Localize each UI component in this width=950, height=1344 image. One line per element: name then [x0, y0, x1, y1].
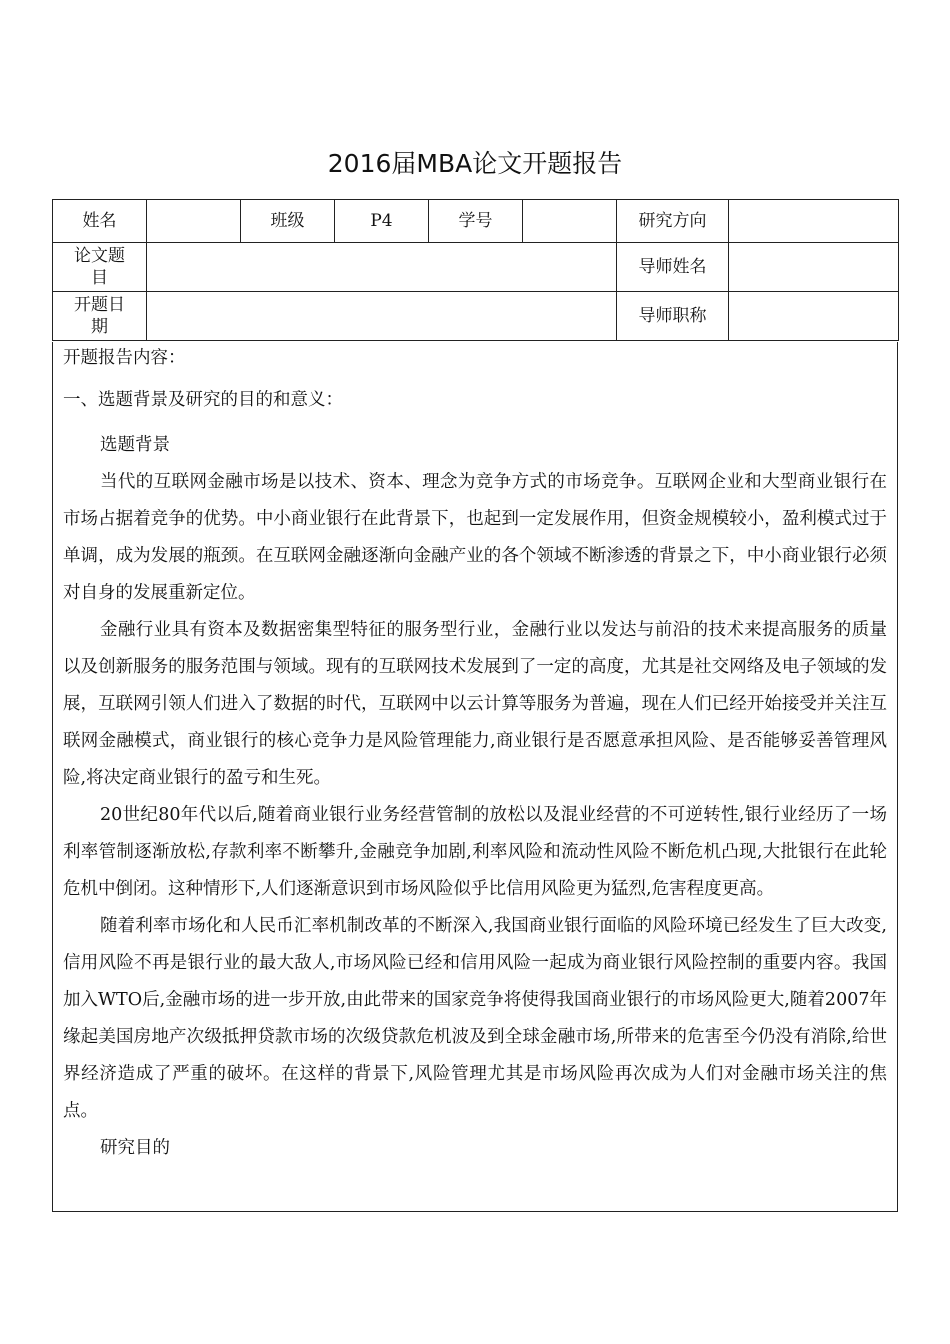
class-field[interactable]: P4	[335, 200, 429, 243]
paragraph: 随着利率市场化和人民币汇率机制改革的不断深入,我国商业银行面临的风险环境已经发生了巨大改变,信用风险不再是银行业的最大敌人,市场风险已经和信用风险一起成为商业银行风险控制的重要内容。我国加入WTO后,金融市场的进一步开放,由此带来的国家竞争将使得我国商业银行的市场风险更大,随着2007年缘起美国房地产次级抵押贷款市场的次级贷款危机波及到全球金融市场,所带来的危害至今仍没有消除,给世界经济造成了严重的破坏。在这样的背景下,风险管理尤其是市场风险再次成为人们对金融市场关注的焦点。	[63, 916, 887, 1121]
content-heading: 开题报告内容：	[63, 348, 186, 368]
student-id-field[interactable]	[523, 200, 617, 243]
advisor-name-field[interactable]	[729, 243, 899, 292]
name-field[interactable]	[147, 200, 241, 243]
paragraph: 20世纪80年代以后,随着商业银行业务经营管制的放松以及混业经营的不可逆转性,银行业经历了一场利率管制逐渐放松,存款利率不断攀升,金融竞争加剧,利率风险和流动性风险不断危机凸现,大批银行在此轮危机中倒闭。这种情形下,人们逐渐意识到市场风险似乎比信用风险更为猛烈,危害程度更高。	[63, 805, 887, 899]
subheading-background: 选题背景	[100, 435, 170, 455]
research-direction-field[interactable]	[729, 200, 899, 243]
start-date-label	[53, 292, 147, 341]
start-date-label-text: 开题日期	[74, 295, 125, 337]
thesis-title-field[interactable]	[147, 243, 617, 292]
section-heading: 一、选题背景及研究的目的和意义：	[63, 390, 343, 410]
name-label: 姓名	[53, 200, 147, 243]
paragraph: 金融行业具有资本及数据密集型特征的服务型行业，金融行业以发达与前沿的技术来提高服务的质量以及创新服务的服务范围与领域。现有的互联网技术发展到了一定的高度，尤其是社交网络及电子领域的发展，互联网引领人们进入了数据的时代，互联网中以云计算等服务为普遍，现在人们已经开始接受并关注互联网金融模式，商业银行的核心竞争力是风险管理能力,商业银行是否愿意承担风险、是否能够妥善管理风险,将决定商业银行的盈亏和生死。	[63, 620, 887, 788]
advisor-title-field[interactable]	[729, 292, 899, 341]
report-content-box	[52, 342, 898, 1212]
info-table	[52, 199, 899, 341]
advisor-name-label: 导师姓名	[617, 243, 729, 292]
start-date-field[interactable]	[147, 292, 617, 341]
research-direction-label: 研究方向	[617, 200, 729, 243]
subheading-purpose: 研究目的	[100, 1138, 170, 1158]
thesis-title-label	[53, 243, 147, 292]
advisor-title-label: 导师职称	[617, 292, 729, 341]
student-id-label: 学号	[429, 200, 523, 243]
thesis-title-label-text: 论文题目	[74, 246, 125, 288]
class-label: 班级	[241, 200, 335, 243]
paragraph: 当代的互联网金融市场是以技术、资本、理念为竞争方式的市场竞争。互联网企业和大型商业银行在市场占据着竞争的优势。中小商业银行在此背景下，也起到一定发展作用，但资金规模较小，盈利模式过于单调，成为发展的瓶颈。在互联网金融逐渐向金融产业的各个领域不断渗透的背景之下，中小商业银行必须对自身的发展重新定位。	[63, 472, 887, 603]
page-title: 2016届MBA论文开题报告	[327, 149, 623, 178]
